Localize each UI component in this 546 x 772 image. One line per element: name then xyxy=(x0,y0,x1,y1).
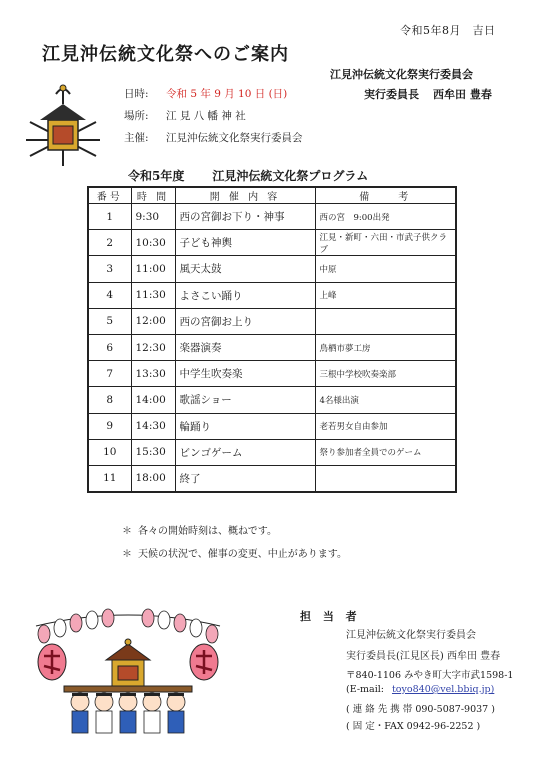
info-host-row xyxy=(124,130,303,145)
row-number: 4 xyxy=(88,282,131,308)
table-row xyxy=(88,413,456,439)
row-event: 風天太鼓 xyxy=(175,256,315,282)
organizer-name: 江見沖伝統文化祭実行委員会 xyxy=(330,68,473,81)
contact-tel-fax: ( 固 定・FAX 0942-96-2252 ) xyxy=(346,721,481,732)
row-time: 12:00 xyxy=(131,308,175,334)
row-event: 輪踊り xyxy=(175,413,315,439)
column-header: 開 催 内 容 xyxy=(175,187,315,204)
row-event: 終了 xyxy=(175,465,315,491)
note-item xyxy=(122,545,347,560)
contact-person: 実行委員長(江見区長) 西牟田 豊春 xyxy=(346,651,501,662)
table-row xyxy=(88,334,456,360)
info-place-row xyxy=(124,108,246,123)
row-event: よさこい踊り xyxy=(175,282,315,308)
row-note: 老若男女自由参加 xyxy=(315,413,456,439)
row-event: ビンゴゲーム xyxy=(175,439,315,465)
row-time: 11:00 xyxy=(131,256,175,282)
table-row xyxy=(88,256,456,282)
info-label: 場所: xyxy=(124,110,149,122)
row-number: 1 xyxy=(88,204,131,230)
table-row xyxy=(88,204,456,230)
row-time: 18:00 xyxy=(131,465,175,491)
row-number: 7 xyxy=(88,361,131,387)
row-event: 子ども神輿 xyxy=(175,230,315,256)
mikoshi-emblem-icon xyxy=(22,82,104,168)
page-title: 江見沖伝統文化祭へのご案内 xyxy=(42,44,289,65)
row-event: 楽器演奏 xyxy=(175,334,315,360)
row-note xyxy=(315,308,456,334)
row-note: 西の宮 9:00出発 xyxy=(315,204,456,230)
row-note: 中原 xyxy=(315,256,456,282)
row-note xyxy=(315,465,456,491)
chair-role: 実行委員長 xyxy=(364,88,419,101)
row-number: 5 xyxy=(88,308,131,334)
row-time: 9:30 xyxy=(131,204,175,230)
row-event: 歌謡ショー xyxy=(175,387,315,413)
contact-heading: 担 当 者 xyxy=(300,610,361,623)
row-note: 祭り参加者全員でのゲーム xyxy=(315,439,456,465)
column-header: 番号 xyxy=(88,187,131,204)
row-note: 鳥栖市夢工房 xyxy=(315,334,456,360)
program-table xyxy=(87,186,457,493)
row-time: 10:30 xyxy=(131,230,175,256)
email-label: (E-mail: xyxy=(346,684,384,695)
info-value: 令和 5 年 9 月 10 日 (日) xyxy=(166,88,288,100)
table-header-row xyxy=(88,187,456,204)
row-time: 15:30 xyxy=(131,439,175,465)
contact-org: 江見沖伝統文化祭実行委員会 xyxy=(346,630,476,641)
table-row xyxy=(88,387,456,413)
info-label: 主催: xyxy=(124,132,149,144)
row-time: 12:30 xyxy=(131,334,175,360)
program-title: 江見沖伝統文化祭プログラム xyxy=(212,169,369,183)
contact-address: 〒840-1106 みやき町大字市武1598-1 xyxy=(346,670,514,681)
chair-name: 西牟田 豊春 xyxy=(433,88,492,101)
column-header: 備 考 xyxy=(315,187,456,204)
row-event: 西の宮御お下り・神事 xyxy=(175,204,315,230)
row-event: 中学生吹奏楽 xyxy=(175,361,315,387)
row-number: 3 xyxy=(88,256,131,282)
table-row xyxy=(88,361,456,387)
table-row xyxy=(88,230,456,256)
row-time: 11:30 xyxy=(131,282,175,308)
festival-illustration-icon xyxy=(30,608,226,742)
row-time: 13:30 xyxy=(131,361,175,387)
program-heading xyxy=(128,167,368,184)
table-row xyxy=(88,282,456,308)
chair-line xyxy=(364,86,492,102)
row-note: 三根中学校吹奏楽部 xyxy=(315,361,456,387)
row-number: 6 xyxy=(88,334,131,360)
row-note: 4名様出演 xyxy=(315,387,456,413)
row-time: 14:00 xyxy=(131,387,175,413)
row-number: 11 xyxy=(88,465,131,491)
contact-mobile: ( 連 絡 先 携 帯 090-5087-9037 ) xyxy=(346,704,495,715)
issue-date: 令和5年8月 吉日 xyxy=(400,24,496,37)
info-value: 江見沖伝統文化祭実行委員会 xyxy=(166,132,303,144)
row-time: 14:30 xyxy=(131,413,175,439)
note-text: 各々の開始時刻は、概ねです。 xyxy=(138,526,277,537)
info-date-row xyxy=(124,86,287,101)
row-event: 西の宮御お上り xyxy=(175,308,315,334)
row-note: 上峰 xyxy=(315,282,456,308)
row-note: 江見・新町・六田・市武子供クラブ xyxy=(315,230,456,256)
column-header: 時 間 xyxy=(131,187,175,204)
info-value: 江 見 八 幡 神 社 xyxy=(166,110,246,122)
row-number: 10 xyxy=(88,439,131,465)
program-year: 令和5年度 xyxy=(128,169,185,183)
row-number: 9 xyxy=(88,413,131,439)
note-mark: ＊ xyxy=(122,526,132,537)
info-label: 日時: xyxy=(124,88,149,100)
table-row xyxy=(88,439,456,465)
table-row xyxy=(88,308,456,334)
row-number: 8 xyxy=(88,387,131,413)
note-item xyxy=(122,522,277,537)
row-number: 2 xyxy=(88,230,131,256)
note-mark: ＊ xyxy=(122,549,132,560)
email-link[interactable]: toyo840@vel.bbiq.jp) xyxy=(391,684,495,695)
contact-email-row xyxy=(346,684,494,695)
note-text: 天候の状況で、催事の変更、中止があります。 xyxy=(138,549,347,560)
table-row xyxy=(88,465,456,491)
